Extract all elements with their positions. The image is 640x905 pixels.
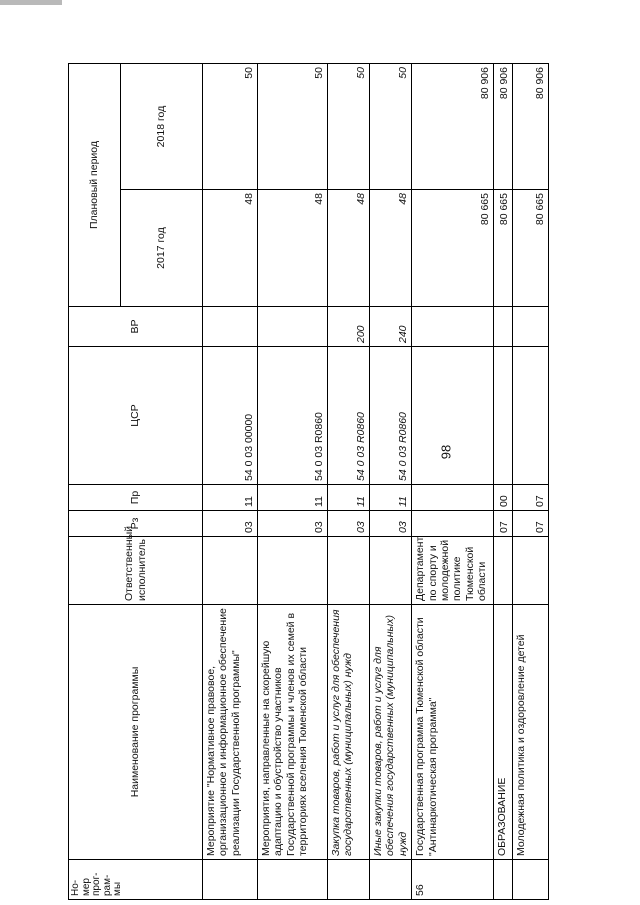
header-year-2017: 2017 год [121,190,203,307]
cell-rz [412,511,494,537]
cell-executor [258,537,328,605]
table-row [494,64,513,900]
cell-vr [258,307,328,347]
header-rz: Рз [69,511,203,537]
page-number: 98 [438,444,454,460]
cell-pr: 00 [494,485,513,511]
cell-2017: 48 [370,190,412,307]
cell-executor [328,537,370,605]
cell-name: Государственная программа Тюменской области "Антинаркотическая программа" [412,605,494,860]
header-planned-period: Плановый период [69,64,121,307]
cell-rz: 03 [370,511,412,537]
cell-2018: 80 906 [513,64,549,190]
cell-pr: 11 [328,485,370,511]
cell-csr [513,347,549,485]
cell-num [370,860,412,900]
cell-num: 56 [412,860,494,900]
cell-num [258,860,328,900]
table-container [68,64,546,900]
cell-rz: 03 [258,511,328,537]
cell-rz: 03 [203,511,258,537]
cell-vr [412,307,494,347]
cell-pr: 11 [370,485,412,511]
header-program-name: Наименование программы [69,605,203,860]
cell-name: Иные закупки товаров, работ и услуг для обеспечения государственных (муниципальных) нужд [370,605,412,860]
cell-rz: 07 [494,511,513,537]
cell-2018: 80 906 [494,64,513,190]
cell-num [513,860,549,900]
cell-2018: 50 [258,64,328,190]
cell-2017: 80 665 [494,190,513,307]
cell-2017: 48 [258,190,328,307]
cell-vr [513,307,549,347]
cell-name: ОБРАЗОВАНИЕ [494,605,513,860]
cell-csr: 54 0 03 00000 [203,347,258,485]
cell-csr [494,347,513,485]
cell-csr: 54 0 03 R0860 [370,347,412,485]
cell-pr: 11 [203,485,258,511]
cell-vr [494,307,513,347]
cell-pr [412,485,494,511]
header-year-2018: 2018 год [121,64,203,190]
table-row [370,64,412,900]
cell-2017: 48 [203,190,258,307]
cell-executor [494,537,513,605]
cell-name: Молодежная политика и оздоровление детей [513,605,549,860]
cell-vr: 200 [328,307,370,347]
cell-executor [370,537,412,605]
cell-num [328,860,370,900]
cell-name: Мероприятия, направленные на скорейшую адаптацию и обустройство участников Государственной программы и членов их семей в территориях вселения Тюменской области [258,605,328,860]
cell-executor [513,537,549,605]
cell-num [494,860,513,900]
table-row [203,64,258,900]
cell-executor: Департамент по спорту и молодежной политике Тюменской области [412,537,494,605]
cell-executor [203,537,258,605]
rotated-page [68,64,546,900]
cell-2018: 50 [370,64,412,190]
cell-2017: 80 665 [513,190,549,307]
header-csr: ЦСР [69,347,203,485]
table-row [412,64,494,900]
cell-name: Закупка товаров, работ и услуг для обеспечения государственных (муниципальных) нужд [328,605,370,860]
cell-pr: 11 [258,485,328,511]
header-pr: Пр [69,485,203,511]
table-row [513,64,549,900]
cell-pr: 07 [513,485,549,511]
header-vr: ВР [69,307,203,347]
cell-rz: 07 [513,511,549,537]
cell-vr: 240 [370,307,412,347]
cell-num [203,860,258,900]
header-program-number: Но- мер прог- рам- мы [69,860,203,900]
cell-rz: 03 [328,511,370,537]
cell-csr [412,347,494,485]
cell-name: Мероприятие "Нормативное правовое, организационное и информационное обеспечение реализации Государственной программы" [203,605,258,860]
budget-table [68,63,549,900]
cell-2018: 80 906 [412,64,494,190]
cell-csr: 54 0 03 R0860 [258,347,328,485]
table-row [328,64,370,900]
cell-csr: 54 0 03 R0860 [328,347,370,485]
table-row [258,64,328,900]
cell-2018: 50 [328,64,370,190]
cell-vr [203,307,258,347]
cell-2018: 50 [203,64,258,190]
cell-2017: 48 [328,190,370,307]
cell-2017: 80 665 [412,190,494,307]
scan-edge-mark [0,0,62,5]
header-executor: Ответственный исполнитель [69,537,203,605]
